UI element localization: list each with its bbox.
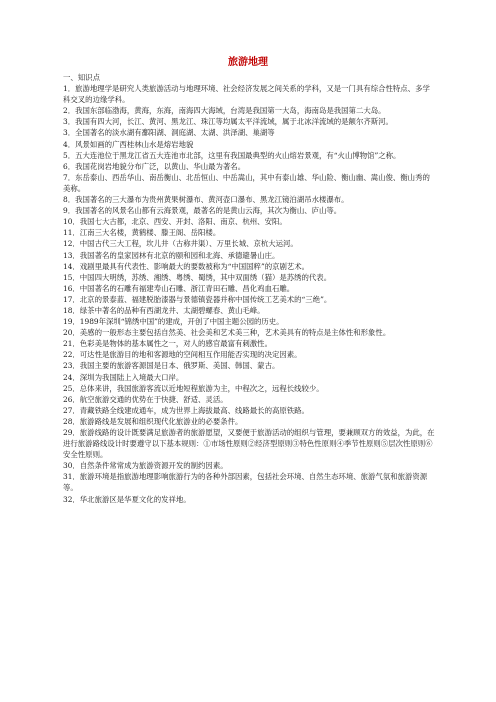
knowledge-point-item: 20．美感的一般形态主要包括自然美、社会美和艺术美三种，艺术美具有的特点是主体性和形象性。 [63,328,391,338]
knowledge-point-item: 28．旅游路线是发展和组织现代化旅游业的必要条件。 [63,416,243,426]
knowledge-point-item: 12．中国古代三大工程，坎儿井（古称井渠）、万里长城、京杭大运河。 [63,239,298,249]
knowledge-point-item: 18．绿茶中著名的品种有西湖龙井、太湖碧螺春、黄山毛峰。 [63,305,265,315]
knowledge-point-item: 14．戏剧里最具有代表性、影响最大的要数被称为“中国国粹”的京剧艺术。 [63,261,310,271]
knowledge-point-list [63,83,437,505]
knowledge-point-item: 23．我国主要的旅游客源国是日本、俄罗斯、美国、韩国、蒙古。 [63,361,280,371]
knowledge-point-item: 5．五大连池位于黑龙江省五大连池市北部，这里有我国最典型的火山熔岩景观，有“火山博物馆”之称。 [63,150,401,160]
section-heading: 一、知识点 [63,73,100,82]
knowledge-point-item: 21．色彩美是物体的基本属性之一，对人的感官最富有刺激性。 [63,339,272,349]
knowledge-point-item: 2．我国东部临渤海，黄海，东海，南海四大海域，台湾是我国第一大岛，海南岛是我国第二大岛。 [63,106,386,116]
knowledge-point-item: 31．旅游环境是指旅游地理影响旅游行为的各种外部因素，包括社会环境、自然生态环境、旅游气氛和旅游资源等。 [63,472,428,493]
knowledge-point-item: 3．我国有四大河，长江、黄河、黑龙江、珠江等均属太平洋流域，属于北冰洋流域的是额尔齐斯河。 [63,117,393,127]
knowledge-point-item: 9．我国著名的风景名山都有云海景观，最著名的是黄山云海，其次为衡山、庐山等。 [63,206,342,216]
knowledge-point-item: 10．我国七大古都，北京、西安、开封、洛阳、南京、杭州、安阳。 [63,217,287,227]
knowledge-point-item: 17．北京的景泰蓝、福建脱胎漆器与景德镇瓷器并称中国传统工艺美术的“三绝”。 [63,294,332,304]
knowledge-point-item: 7．东岳泰山、西岳华山、南岳衡山、北岳恒山、中岳嵩山，其中有泰山雄、华山险、衡山幽、嵩山俊、衡山秀的美称。 [63,172,430,193]
knowledge-point-item: 13．我国著名的皇家园林有北京的颐和园和北海、承德避暑山庄。 [63,250,280,260]
knowledge-point-item: 29．旅游线路的设计既要满足旅游者的旅游愿望，又要便于旅游活动的组织与管理，要兼顾双方的效益，为此，在进行旅游路线设计时要遵守以下基本规则：①市场性原则②经济型原则③特色性原则④季节性原则⑤层次性原则⑥安全性原则。 [63,428,435,460]
knowledge-point-item: 1．旅游地理学是研究人类旅游活动与地理环境、社会经济发展之间关系的学科，又是一门具有综合性特点、多学科交叉的边缘学科。 [63,84,430,105]
knowledge-point-item: 19．1989年深圳“锦绣中国”的建成，开创了中国主题公园的历史。 [63,317,284,327]
knowledge-point-item: 32．华北旅游区是华夏文化的发祥地。 [63,494,191,504]
knowledge-point-item: 8．我国著名的三大瀑布为贵州黄果树瀑布、黄河壶口瀑布、黑龙江镜泊湖吊水楼瀑布。 [63,195,349,205]
knowledge-point-item: 30．自然条件常常成为旅游资源开发的制约因素。 [63,461,228,471]
document-body [63,72,437,505]
knowledge-point-item: 11．江南三大名楼，黄鹤楼、滕王阁、岳阳楼。 [63,228,221,238]
knowledge-point-item: 15．中国四大明绣，苏绣、湘绣、粤绣、蜀绣，其中双面绣（猫）是苏绣的代表。 [63,272,332,282]
knowledge-point-item: 3．全国著名的淡水湖有鄱阳湖、洞庭湖、太湖、洪泽湖、巢湖等 [63,128,275,138]
knowledge-point-item: 24．深圳为我国陆上入境最大口岸。 [63,372,184,382]
knowledge-point-item: 27．青藏铁路全线建成通车，成为世界上海拔最高、线路最长的高原铁路。 [63,405,309,415]
knowledge-point-item: 6．我国花岗岩地貌分布广泛，以黄山、华山最为著名。 [63,161,246,171]
knowledge-point-item: 25．总体来讲，我国旅游客流以近地短程旅游为主，中程次之，远程长线较少。 [63,383,324,393]
document-title: 旅游地理 [228,57,268,68]
knowledge-point-item: 22．可达性是旅游目的地和客源地的空间相互作用能否实现的决定因素。 [63,350,302,360]
knowledge-point-item: 4．风景如画的广西桂林山水是熔岩地貌 [63,139,194,149]
knowledge-point-item: 16．中国著名的石雕有福建寿山石雕、浙江青田石雕、昌化鸡血石雕。 [63,283,295,293]
knowledge-point-item: 26．航空旅游交通的优势在于快捷、舒适、灵活。 [63,394,228,404]
